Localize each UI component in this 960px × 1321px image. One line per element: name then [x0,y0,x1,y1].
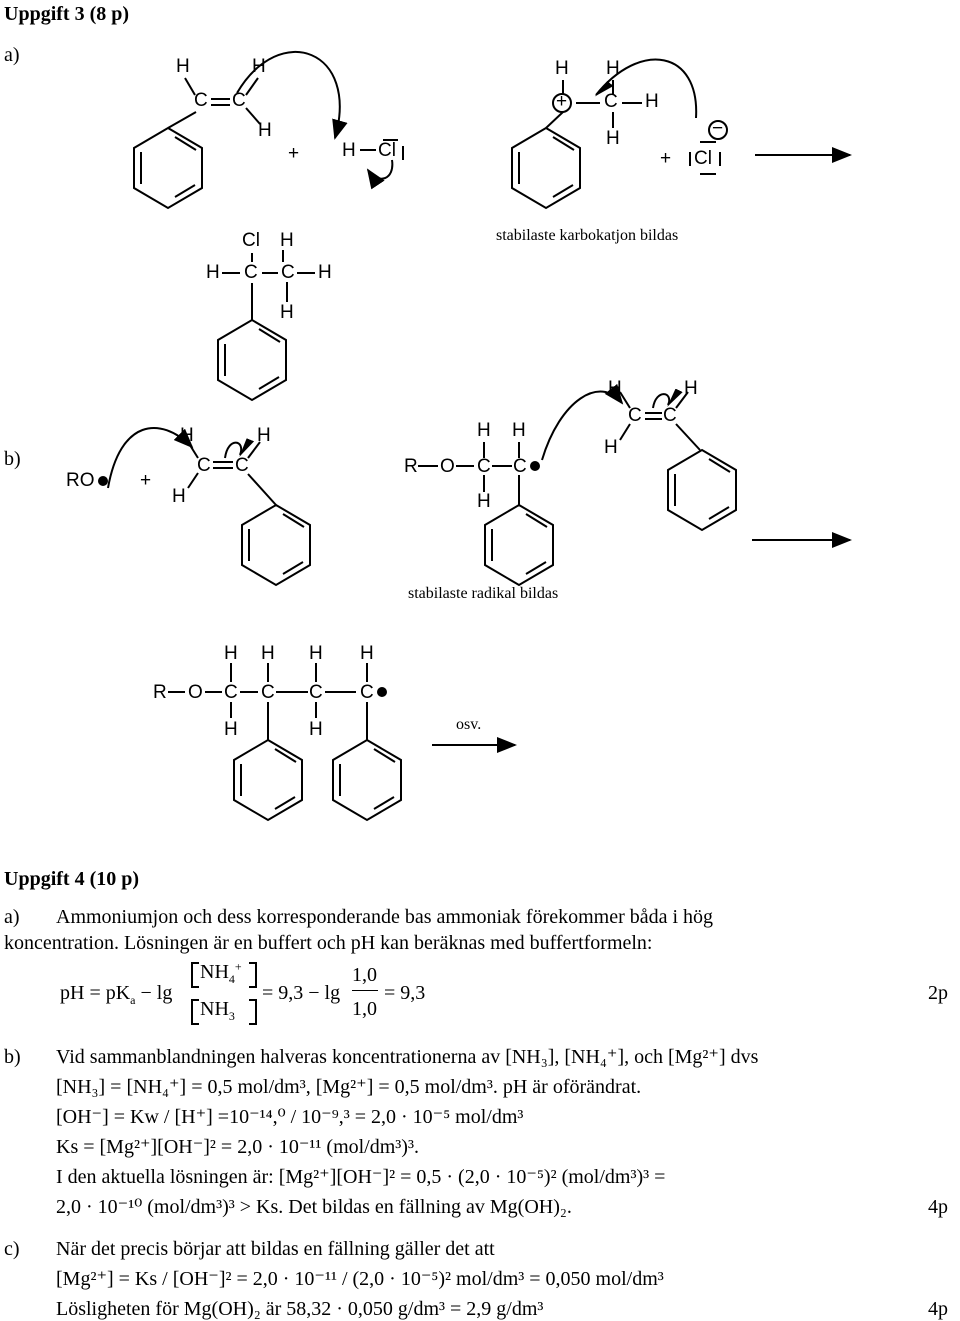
atom-h: H [252,56,266,77]
atom-h: H [555,58,569,79]
atom-o: O [440,456,455,477]
atom-cl: Cl [378,140,396,161]
atom-c: C [194,90,208,111]
benzene-ring-carbocation [512,128,580,208]
benzene-ring-chain-2 [333,740,401,820]
atom-h: H [224,719,238,740]
benzene-ring-radical [485,505,553,585]
atom-h: H [477,491,491,512]
benzene-ring-styrene-b [242,505,310,585]
benzene-ring-chain-1 [234,740,302,820]
atom-c: C [261,682,275,703]
label-4b: b) [4,1046,21,1068]
atom-h: H [604,437,618,458]
text-4b-line3: [OH⁻] = Kw / [H⁺] =10⁻¹⁴,⁰ / 10⁻⁹,³ = 2,0 · 10⁻⁵ mol/dm³ [56,1106,524,1128]
atom-c: C [232,90,246,111]
atom-h: H [172,486,186,507]
atom-h: H [261,643,275,664]
note-carbocation: stabilaste karbokatjon bildas [496,227,679,244]
label-4a: a) [4,906,20,928]
plus-sign: + [140,470,152,491]
text-4c-line3: Lösligheten för Mg(OH)₂ är 58,32 · 0,050 g/dm³ = 2,9 g/dm³ [56,1298,544,1320]
benzene-ring-styrene-a [134,128,202,208]
osv-text: osv. [456,716,482,733]
atom-c: C [513,456,527,477]
atom-h: H [280,230,294,251]
atom-h: H [512,420,526,441]
atom-c: C [604,91,618,112]
atom-c: C [309,682,323,703]
atom-h: H [606,58,620,79]
text-4c-line1: När det precis börjar att bildas en fällning gäller det att [56,1238,495,1260]
atom-h: H [176,56,190,77]
atom-h: H [280,302,294,323]
label-3b: b) [4,448,21,470]
points-4a: 2p [928,982,948,1004]
carbocation-plus: + [556,91,568,112]
atom-h: H [309,643,323,664]
benzene-ring-styrene-b2 [668,450,736,530]
atom-h: H [684,378,698,399]
atom-cl: Cl [694,148,712,169]
heading-uppgift-4: Uppgift 4 (10 p) [4,868,140,890]
text-4b-line1: Vid sammanblandningen halveras koncentrationerna av [NH₃], [NH₄⁺], och [Mg²⁺] dvs [56,1046,759,1068]
atom-c: C [224,682,238,703]
atom-h: H [606,128,620,149]
heading-uppgift-3: Uppgift 3 (8 p) [4,3,130,25]
atom-h: H [257,425,271,446]
note-radical: stabilaste radikal bildas [408,585,559,602]
atom-h: H [608,378,622,399]
atom-o: O [188,682,203,703]
label-3a: a) [4,44,20,66]
atom-c: C [197,455,211,476]
atom-c: C [281,262,295,283]
points-4c: 4p [928,1298,948,1320]
text-4c-line2: [Mg²⁺] = Ks / [OH⁻]² = 2,0 · 10⁻¹¹ / (2,0 · 10⁻⁵)² mol/dm³ = 0,050 mol/dm³ [56,1268,664,1290]
atom-c: C [360,682,374,703]
atom-h: H [224,643,238,664]
text-4b-line5: I den aktuella lösningen är: [Mg²⁺][OH⁻]² = 0,5 · (2,0 · 10⁻⁵)² (mol/dm³)³ = [56,1166,666,1188]
plus-sign: + [660,148,672,169]
atom-h: H [258,120,272,141]
atom-h: H [206,262,220,283]
text-4b-line4: Ks = [Mg²⁺][OH⁻]² = 2,0 · 10⁻¹¹ (mol/dm³)³. [56,1136,419,1158]
atom-c: C [628,405,642,426]
atom-h: H [180,425,194,446]
atom-h: H [342,140,356,161]
label-4c: c) [4,1238,20,1260]
benzene-ring-product [218,320,286,400]
atom-r: R [404,456,418,477]
atom-h: H [477,420,491,441]
atom-c: C [477,456,491,477]
atom-h: H [645,91,659,112]
minus-charge: − [712,118,724,139]
text-4a-line2: koncentration. Lösningen är en buffert och pH kan beräknas med buffertformeln: [4,932,653,954]
points-4b: 4p [928,1196,948,1218]
text-4a-line1: Ammoniumjon och dess korresponderande bas ammoniak förekommer båda i hög [56,906,714,928]
text-4b-line2: [NH₃] = [NH₄⁺] = 0,5 mol/dm³, [Mg²⁺] = 0,5 mol/dm³. pH är oförändrat. [56,1076,642,1098]
atom-cl: Cl [242,230,260,251]
plus-sign: + [288,143,300,164]
atom-h: H [318,262,332,283]
atom-r: R [153,682,167,703]
atom-c: C [663,405,677,426]
atom-c: C [235,455,249,476]
atom-h: H [360,643,374,664]
radical-ro: RO [66,470,95,491]
atom-c: C [244,262,258,283]
atom-h: H [309,719,323,740]
text-4b-line6: 2,0 · 10⁻¹⁰ (mol/dm³)³ > Ks. Det bildas en fällning av Mg(OH)₂. [56,1196,572,1218]
